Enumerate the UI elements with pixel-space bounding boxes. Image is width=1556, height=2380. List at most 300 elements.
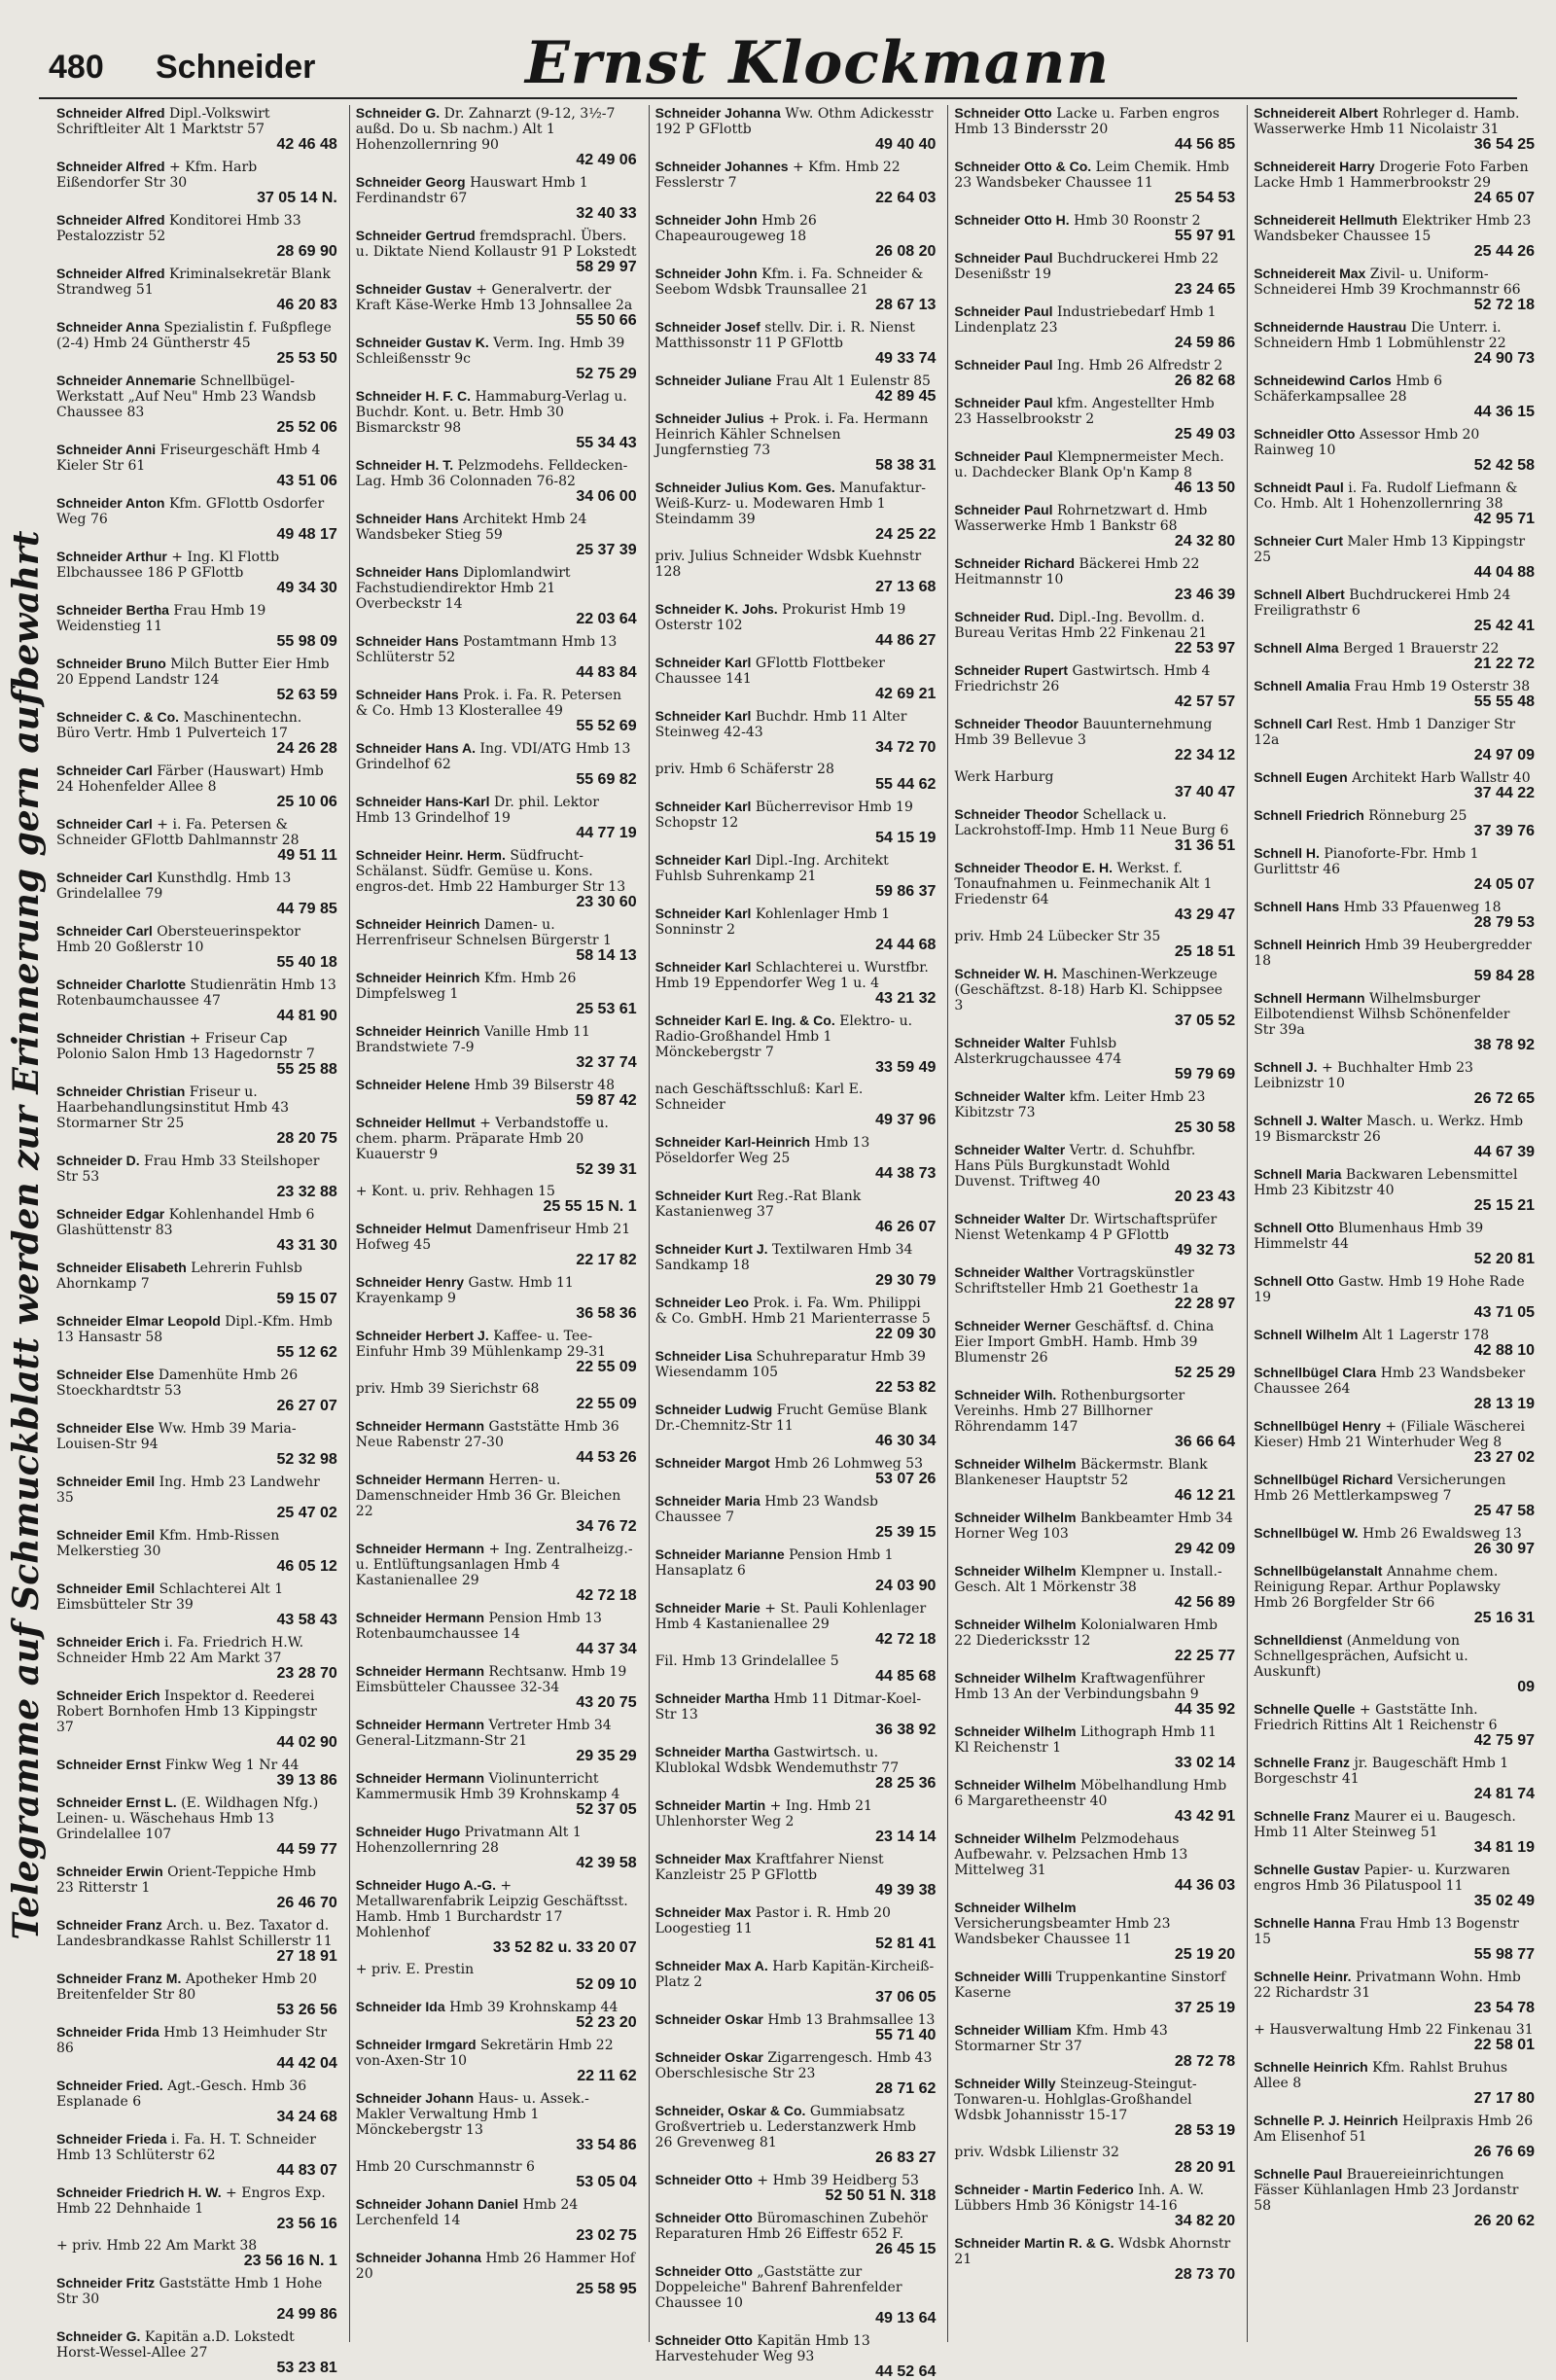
entry-phone: 55 55 48 bbox=[1473, 693, 1535, 710]
entry-phone: 46 13 50 bbox=[1174, 480, 1236, 496]
entry-name: Schneider Theodor E. H. bbox=[954, 860, 1113, 875]
entry-phone: 44 67 39 bbox=[1473, 1144, 1535, 1160]
entry-name: Schnell H. bbox=[1254, 845, 1320, 861]
entry-name: Schneider Elmar Leopold bbox=[56, 1313, 221, 1329]
entry-description: Heilpraxis Hmb 26 Am Elisenhof 51 bbox=[1254, 2114, 1534, 2145]
directory-entry bbox=[954, 769, 1235, 800]
directory-entry bbox=[56, 1864, 337, 1911]
directory-entry bbox=[655, 1188, 937, 1235]
entry-description: Buchdr. Hmb 11 Alter Steinweg 42-43 bbox=[654, 709, 907, 740]
entry-phone: 23 24 65 bbox=[1174, 281, 1236, 298]
entry-phone: 55 12 62 bbox=[276, 1344, 337, 1361]
entry-phone: 46 26 07 bbox=[875, 1219, 937, 1235]
directory-entry bbox=[954, 159, 1235, 206]
entry-phone: 49 39 38 bbox=[875, 1882, 937, 1899]
entry-description: Rohrleger d. Hamb. Wasserwerke Hmb 11 Nicolaistr 31 bbox=[1254, 106, 1520, 137]
directory-entry bbox=[655, 159, 937, 206]
directory-entry bbox=[954, 1723, 1235, 1771]
entry-name: Schneider Wilhelm bbox=[954, 1510, 1077, 1525]
directory-entry bbox=[655, 212, 937, 260]
entry-phone: 52 25 29 bbox=[1174, 1365, 1236, 1381]
entry-description: Arch. u. Bez. Taxator d. Landesbrandkasse Rahlst Schillerstr 11 bbox=[56, 1918, 333, 1949]
entry-name: Schnellbügel W. bbox=[1254, 1525, 1359, 1541]
entry-description: Vanille Hmb 11 Brandstwiete 7-9 bbox=[355, 1024, 590, 1055]
entry-description: stellv. Dir. i. R. Nienst Matthissonstr 11 P GFlottb bbox=[654, 320, 915, 351]
entry-name: Schneider Juliane bbox=[654, 373, 772, 388]
entry-name: Schneier Curt bbox=[1254, 533, 1343, 549]
entry-name: Schneider Paul bbox=[954, 502, 1053, 517]
directory-entry bbox=[356, 1877, 637, 1956]
entry-name: Schnelle Franz bbox=[1254, 1755, 1350, 1770]
entry-name: Schneider Erich bbox=[56, 1687, 160, 1703]
directory-entry bbox=[954, 1616, 1235, 1664]
entry-name: Schneider Karl bbox=[654, 906, 752, 921]
entry-phone: 44 38 73 bbox=[875, 1165, 937, 1182]
entry-description: Spezialistin f. Fußpflege (2-4) Hmb 24 Güntherstr 45 bbox=[56, 320, 332, 351]
entry-name: Schneider Karl bbox=[654, 852, 752, 868]
directory-entry bbox=[954, 357, 1235, 389]
entry-phone: 25 55 15 N. 1 bbox=[543, 1198, 637, 1215]
entry-name: Schneider Carl bbox=[56, 870, 153, 885]
entry-name: Schnell Alma bbox=[1254, 640, 1339, 656]
entry-phone: 44 85 68 bbox=[875, 1668, 937, 1685]
entry-phone: 25 16 31 bbox=[1473, 1610, 1535, 1626]
directory-entry bbox=[356, 970, 637, 1017]
entry-phone: 44 02 90 bbox=[276, 1734, 337, 1751]
entry-description: Gastwirtsch. u. Klublokal Wdsbk Wendemuthstr 77 bbox=[654, 1745, 900, 1776]
directory-entry bbox=[56, 1687, 337, 1751]
directory-entry bbox=[954, 2022, 1235, 2070]
entry-phone: 22 28 97 bbox=[1174, 1296, 1236, 1312]
entry-phone: 42 89 45 bbox=[875, 388, 937, 405]
entry-name: Schneider Martin R. & G. bbox=[954, 2235, 1114, 2251]
directory-entry bbox=[954, 1088, 1235, 1136]
directory-entry bbox=[1254, 990, 1535, 1053]
directory-entry bbox=[356, 1610, 637, 1657]
entry-name: Schneider Otto H. bbox=[954, 212, 1070, 228]
entry-description: Kolonialwaren Hmb 22 Diedericksstr 12 bbox=[954, 1617, 1218, 1649]
entry-name: Schneider Ernst L. bbox=[56, 1794, 177, 1810]
entry-name: Schneider K. Johs. bbox=[654, 601, 778, 617]
entry-phone: 29 42 09 bbox=[1174, 1541, 1236, 1557]
entry-description: Maler Hmb 13 Kippingstr 25 bbox=[1254, 534, 1526, 565]
entry-phone: 24 25 22 bbox=[875, 526, 937, 543]
entry-name: Schneider Anni bbox=[56, 442, 157, 457]
entry-name: Schnell Maria bbox=[1254, 1166, 1342, 1182]
directory-entry bbox=[1254, 586, 1535, 634]
entry-description: Architekt Hmb 24 Wandsbeker Stieg 59 bbox=[355, 512, 587, 543]
entry-name: Schneider Edgar bbox=[56, 1206, 165, 1222]
entry-description: Versicherungen Hmb 26 Mettlerkampsweg 7 bbox=[1254, 1473, 1506, 1504]
entry-phone: 59 15 07 bbox=[276, 1291, 337, 1307]
entry-description: Herren- u. Damenschneider Hmb 36 Gr. Bleichen 22 bbox=[355, 1473, 621, 1519]
entry-name: Schneider Bertha bbox=[56, 602, 169, 618]
directory-entry bbox=[56, 2024, 337, 2072]
entry-description: Hauswart Hmb 1 Ferdinandstr 67 bbox=[355, 175, 588, 206]
entry-description: Pastor i. R. Hmb 20 Loogestieg 11 bbox=[654, 1905, 891, 1936]
entry-description: Frau Hmb 19 Weidenstieg 11 bbox=[56, 603, 266, 634]
entry-name: Schneider Alfred bbox=[56, 266, 165, 281]
directory-entry bbox=[1254, 937, 1535, 984]
directory-entry bbox=[356, 1663, 637, 1711]
entry-phone: 49 40 40 bbox=[875, 136, 937, 153]
entry-phone: 44 77 19 bbox=[576, 825, 637, 841]
entry-phone: 25 37 39 bbox=[576, 542, 637, 558]
directory-entry bbox=[356, 2037, 637, 2084]
entry-description: Versicherungsbeamter Hmb 23 Wandsbeker Chaussee 11 bbox=[954, 1916, 1171, 1947]
entry-name: Schneider W. H. bbox=[954, 966, 1058, 981]
directory-entry bbox=[56, 923, 337, 971]
entry-name: Schneider Leo bbox=[654, 1295, 750, 1310]
entry-phone: 44 59 77 bbox=[276, 1841, 337, 1858]
entry-name: Schneidereit Harry bbox=[1254, 159, 1375, 174]
directory-entry bbox=[1254, 716, 1535, 764]
directory-entry bbox=[954, 1318, 1235, 1381]
column-2 bbox=[349, 105, 641, 2342]
entry-description: Lehrerin Fuhlsb Ahornkamp 7 bbox=[56, 1261, 302, 1292]
entry-phone: 37 39 76 bbox=[1473, 823, 1535, 839]
entry-description: priv. Wdsbk Lilienstr 32 bbox=[954, 2145, 1119, 2160]
entry-description: Papier- u. Kurzwaren engros Hmb 36 Pilatuspool 11 bbox=[1254, 1863, 1510, 1894]
entry-name: Schnelle Hanna bbox=[1254, 1915, 1356, 1931]
entry-name: Schneider Erich bbox=[56, 1634, 160, 1650]
entry-description: Ing. Hmb 26 Alfredstr 2 bbox=[1057, 358, 1223, 373]
entry-name: Schneider Franz bbox=[56, 1917, 162, 1933]
entry-description: Gastw. Hmb 19 Hohe Rade 19 bbox=[1254, 1274, 1525, 1305]
directory-entry bbox=[655, 1851, 937, 1899]
entry-name: Schnelldienst bbox=[1254, 1632, 1343, 1648]
entry-name: Schneider Ernst bbox=[56, 1757, 161, 1772]
directory-entry bbox=[655, 601, 937, 649]
entry-description: Wilhelmsburger Eilbotendienst Wilhsb Schönenfelder Str 39a bbox=[1254, 991, 1510, 1038]
entry-phone: 52 39 31 bbox=[576, 1161, 637, 1178]
entry-name: Schneider Franz M. bbox=[56, 1971, 182, 1986]
directory-entry bbox=[655, 266, 937, 313]
entry-phone: 28 20 91 bbox=[1174, 2159, 1236, 2176]
entry-description: Milch Butter Eier Hmb 20 Eppend Landstr 124 bbox=[56, 657, 330, 688]
entry-description: Backwaren Lebensmittel Hmb 23 Kibitzstr 40 bbox=[1254, 1167, 1518, 1198]
directory-entry bbox=[1254, 1113, 1535, 1160]
entry-name: Schnell Hermann bbox=[1254, 990, 1365, 1006]
entry-description: fremdsprachl. Übers. u. Diktate Niend Kollaustr 91 P Lokstedt bbox=[355, 229, 637, 260]
directory-entry bbox=[655, 480, 937, 543]
column-5 bbox=[1247, 105, 1538, 2342]
entry-phone: 26 30 97 bbox=[1473, 1541, 1535, 1557]
entry-name: Schneider Willi bbox=[954, 1969, 1052, 1984]
entry-name: Schneider Emil bbox=[56, 1581, 156, 1596]
entry-phone: 36 66 64 bbox=[1174, 1434, 1236, 1450]
directory-entry bbox=[356, 1328, 637, 1375]
entry-name: Schneider Frieda bbox=[56, 2131, 167, 2147]
entry-phone: 44 81 90 bbox=[276, 1008, 337, 1024]
entry-description: Kfm. Hmb-Rissen Melkerstieg 30 bbox=[56, 1528, 280, 1559]
directory-entry bbox=[1254, 1472, 1535, 1519]
entry-name: Schneider Karl-Heinrich bbox=[654, 1134, 811, 1150]
entry-name: Schneider Theodor bbox=[954, 716, 1079, 731]
directory-entry bbox=[56, 442, 337, 489]
entry-description: Agt.-Gesch. Hmb 36 Esplanade 6 bbox=[56, 2078, 307, 2110]
entry-name: Schneidereit Max bbox=[1254, 266, 1366, 281]
entry-phone: 43 51 06 bbox=[276, 473, 337, 489]
entry-name: Schnelle Paul bbox=[1254, 2166, 1343, 2182]
entry-phone: 23 30 60 bbox=[576, 894, 637, 910]
entry-description: + priv. E. Prestin bbox=[355, 1962, 475, 1977]
entry-name: Schneider Else bbox=[56, 1367, 155, 1382]
entry-phone: 23 56 16 bbox=[276, 2216, 337, 2232]
entry-name: Schneider Theodor bbox=[954, 806, 1079, 822]
entry-phone: 49 32 73 bbox=[1174, 1242, 1236, 1259]
entry-description: Orient-Teppiche Hmb 23 Ritterstr 1 bbox=[56, 1865, 316, 1896]
entry-description: Dipl.-Ing. Bevollm. d. Bureau Veritas Hmb 22 Finkenau 21 bbox=[954, 610, 1208, 641]
entry-name: Schneidewind Carlos bbox=[1254, 373, 1392, 388]
entry-description: Ing. Hmb 23 Landwehr 35 bbox=[56, 1474, 320, 1506]
entry-name: Schneider Otto bbox=[654, 2210, 753, 2225]
entry-name: Schnell Heinrich bbox=[1254, 937, 1361, 952]
entry-name: Schneider Hans bbox=[355, 564, 459, 580]
entry-name: Schneider Paul bbox=[954, 357, 1053, 373]
entry-phone: 59 86 37 bbox=[875, 883, 937, 900]
entry-name: Schneider Wilhelm bbox=[954, 1830, 1077, 1846]
entry-description: GFlottb Flottbeker Chaussee 141 bbox=[654, 656, 885, 687]
entry-name: Schneider Charlotte bbox=[56, 977, 187, 992]
entry-phone: 33 02 14 bbox=[1174, 1755, 1236, 1771]
entry-description: Apotheker Hmb 20 Breitenfelder Str 80 bbox=[56, 1971, 317, 2003]
directory-entry bbox=[56, 870, 337, 917]
entry-name: Schneider Werner bbox=[954, 1318, 1071, 1333]
entry-name: Schneider Martin bbox=[654, 1797, 766, 1813]
entry-phone: 22 17 82 bbox=[576, 1252, 637, 1268]
entry-description: + Prok. i. Fa. Hermann Heinrich Kähler Schnelsen Jungfernstieg 73 bbox=[654, 411, 929, 458]
entry-description: Pension Hmb 13 Rotenbaumchaussee 14 bbox=[355, 1611, 602, 1642]
entry-name: Schneider Fritz bbox=[56, 2275, 156, 2291]
directory-entry bbox=[56, 763, 337, 810]
entry-description: i. Fa. Rudolf Liefmann & Co. Hmb. Alt 1 Hohenzollernring 38 bbox=[1254, 480, 1518, 512]
directory-entry bbox=[56, 2328, 337, 2376]
entry-phone: 42 46 48 bbox=[276, 136, 337, 153]
page-header bbox=[39, 29, 1517, 99]
directory-entry bbox=[954, 502, 1235, 550]
entry-description: Kfm. Rahlst Bruhus Allee 8 bbox=[1254, 2060, 1508, 2091]
entry-description: Klempnermeister Mech. u. Dachdecker Blank Op'n Kamp 8 bbox=[954, 449, 1224, 480]
directory-entry bbox=[356, 740, 637, 788]
entry-name: Schneider G. bbox=[56, 2328, 141, 2344]
entry-description: Schlachterei Alt 1 Eimsbütteler Str 39 bbox=[56, 1581, 284, 1613]
directory-entry bbox=[954, 860, 1235, 923]
entry-phone: 22 25 77 bbox=[1174, 1648, 1236, 1664]
entry-name: Schneider D. bbox=[56, 1153, 140, 1168]
directory-entry bbox=[56, 2078, 337, 2125]
directory-entry bbox=[655, 799, 937, 846]
entry-phone: 28 67 13 bbox=[875, 297, 937, 313]
directory-entry bbox=[954, 1563, 1235, 1611]
directory-entry bbox=[56, 1260, 337, 1307]
directory-entry bbox=[655, 852, 937, 900]
entry-description: Südfrucht-Schälanst. Südfr. Gemüse u. Kons. engros-det. Hmb 22 Hamburger Str 13 bbox=[355, 848, 626, 895]
entry-phone: 55 25 88 bbox=[276, 1061, 337, 1078]
entry-phone: 22 53 97 bbox=[1174, 640, 1236, 657]
entry-phone: 44 56 85 bbox=[1174, 136, 1236, 153]
directory-entry bbox=[356, 633, 637, 681]
directory-entry bbox=[56, 1367, 337, 1414]
directory-entry bbox=[56, 373, 337, 436]
entry-name: Schneider Friedrich H. W. bbox=[56, 2185, 222, 2200]
entry-name: Schneider Karl E. Ing. & Co. bbox=[654, 1012, 835, 1028]
directory-entry bbox=[356, 1717, 637, 1764]
entry-name: Schnell Albert bbox=[1254, 586, 1345, 602]
entry-description: Friseurgeschäft Hmb 4 Kieler Str 61 bbox=[56, 443, 321, 474]
directory-entry bbox=[655, 549, 937, 595]
entry-description: Bäckermstr. Blank Blankeneser Hauptstr 52 bbox=[954, 1457, 1208, 1488]
directory-entry bbox=[356, 281, 637, 329]
column-3 bbox=[649, 105, 940, 2380]
entry-name: Schneider Hermann bbox=[355, 1770, 485, 1786]
directory-entry bbox=[1254, 1862, 1535, 1909]
entry-phone: 42 69 21 bbox=[875, 686, 937, 702]
entry-phone: 58 29 97 bbox=[576, 259, 637, 275]
entry-description: priv. Julius Schneider Wdsbk Kuehnstr 128 bbox=[654, 549, 922, 580]
entry-phone: 27 18 91 bbox=[276, 1948, 337, 1965]
entry-description: Rest. Hmb 1 Danziger Str 12a bbox=[1254, 717, 1516, 748]
entry-phone: 23 14 14 bbox=[875, 1829, 937, 1845]
directory-entry bbox=[56, 2131, 337, 2179]
directory-entry bbox=[954, 609, 1235, 657]
directory-entry bbox=[655, 2210, 937, 2257]
entry-phone: 28 69 90 bbox=[276, 243, 337, 260]
entry-name: Schneider Carl bbox=[56, 763, 153, 778]
entry-description: Studienrätin Hmb 13 Rotenbaumchaussee 47 bbox=[56, 977, 336, 1009]
entry-phone: 25 53 61 bbox=[576, 1001, 637, 1017]
entry-phone: 24 90 73 bbox=[1473, 350, 1535, 367]
entry-phone: 34 76 72 bbox=[576, 1518, 637, 1535]
directory-entry bbox=[954, 1969, 1235, 2016]
entry-phone: 42 75 97 bbox=[1473, 1732, 1535, 1749]
entry-name: Schneider Marianne bbox=[654, 1546, 785, 1562]
directory-entry bbox=[56, 1527, 337, 1575]
directory-entry bbox=[655, 1082, 937, 1128]
entry-name: Schneider Walther bbox=[954, 1264, 1074, 1280]
entry-phone: 25 47 02 bbox=[276, 1505, 337, 1521]
directory-entry bbox=[1254, 1808, 1535, 1856]
entry-name: Schnellbügel Richard bbox=[1254, 1472, 1394, 1487]
directory-entry bbox=[356, 511, 637, 558]
entry-name: Schneider Wilhelm bbox=[954, 1723, 1077, 1739]
entry-name: Schneider Walter bbox=[954, 1211, 1066, 1226]
entry-phone: 31 36 51 bbox=[1174, 837, 1236, 854]
directory-entry bbox=[954, 1456, 1235, 1504]
entry-description: Vertr. d. Schuhfbr. Hans Püls Burgkunstadt Wohld Duvenst. Triftweg 40 bbox=[954, 1143, 1196, 1190]
entry-phone: 24 26 28 bbox=[276, 740, 337, 757]
entry-description: Lacke u. Farben engros Hmb 13 Bindersstr 20 bbox=[954, 106, 1220, 137]
entry-phone: 49 51 11 bbox=[277, 847, 337, 864]
entry-name: Schneider Heinr. Herm. bbox=[355, 847, 506, 863]
entry-phone: 24 05 07 bbox=[1473, 876, 1535, 893]
entry-phone: 54 15 19 bbox=[875, 830, 937, 846]
entry-phone: 34 72 70 bbox=[875, 739, 937, 756]
entry-name: Schneider Paul bbox=[954, 303, 1053, 319]
entry-name: Schneider Georg bbox=[355, 174, 466, 190]
entry-description: Hmb 39 Krohnskamp 44 bbox=[449, 2000, 619, 2015]
directory-entry bbox=[1254, 2059, 1535, 2107]
entry-phone: 49 37 96 bbox=[875, 1112, 937, 1128]
entry-name: Schneider Oskar bbox=[654, 2049, 763, 2065]
directory-entry bbox=[1254, 2022, 1535, 2053]
entry-description: Hmb 26 Hammer Hof 20 bbox=[355, 2251, 635, 2282]
entry-description: Dr. Zahnarzt (9-12, 3½-7 außd. Do u. Sb nachm.) Alt 1 Hohenzollernring 90 bbox=[355, 106, 616, 153]
entry-phone: 24 44 68 bbox=[875, 937, 937, 953]
entry-phone: 43 31 30 bbox=[276, 1237, 337, 1254]
directory-entry bbox=[1254, 1365, 1535, 1412]
entry-name: Schnell Hans bbox=[1254, 899, 1340, 914]
entry-description: priv. Hmb 39 Sierichstr 68 bbox=[355, 1381, 540, 1397]
directory-entry bbox=[56, 2238, 337, 2269]
vertical-banner: Telegramme auf Schmuckblatt werden zur Erinnerung gern aufbewahrt bbox=[6, 530, 47, 1940]
directory-entry bbox=[655, 2332, 937, 2380]
entry-phone: 44 86 27 bbox=[875, 632, 937, 649]
entry-phone: 22 55 09 bbox=[576, 1396, 637, 1412]
entry-phone: 37 44 22 bbox=[1473, 785, 1535, 801]
entry-phone: 52 42 58 bbox=[1473, 457, 1535, 474]
entry-phone: 25 42 41 bbox=[1473, 618, 1535, 634]
entry-description: Maschinen-Werkzeuge (Geschäftzst. 8-18) Harb Kl. Schippsee 3 bbox=[954, 967, 1223, 1013]
entry-phone: 49 13 64 bbox=[875, 2310, 937, 2327]
entry-description: Maurer ei u. Baugesch. Hmb 11 Alter Steinweg 51 bbox=[1254, 1809, 1516, 1840]
entry-name: Schneider Max bbox=[654, 1851, 752, 1866]
entry-name: Schnelle Heinr. bbox=[1254, 1969, 1352, 1984]
entry-phone: 25 10 06 bbox=[276, 794, 337, 810]
directory-entry bbox=[56, 1313, 337, 1361]
page-number: 480 bbox=[49, 49, 104, 86]
entry-description: priv. Hmb 6 Schäferstr 28 bbox=[654, 762, 834, 777]
directory-entry bbox=[1254, 1166, 1535, 1214]
entry-description: Kunsthdlg. Hmb 13 Grindelallee 79 bbox=[56, 870, 292, 902]
directory-entry bbox=[1254, 480, 1535, 527]
directory-entry bbox=[655, 1797, 937, 1845]
entry-phone: 28 20 75 bbox=[276, 1130, 337, 1147]
directory-entry bbox=[356, 1541, 637, 1604]
entry-description: + Engros Exp. Hmb 22 Dehnhaide 1 bbox=[56, 2185, 326, 2217]
entry-description: Färber (Hauswart) Hmb 24 Hohenfelder Allee 8 bbox=[56, 764, 324, 795]
entry-phone: 21 22 72 bbox=[1473, 656, 1535, 672]
entry-name: Schneider G. bbox=[355, 105, 441, 121]
entry-phone: 25 19 20 bbox=[1174, 1946, 1236, 1963]
entry-description: Dipl.-Volkswirt Schriftleiter Alt 1 Marktstr 57 bbox=[56, 106, 270, 137]
directory-entry bbox=[1254, 105, 1535, 153]
entry-name: Schneider Johann bbox=[355, 2090, 475, 2106]
entry-description: Hmb 13 Pöseldorfer Weg 25 bbox=[654, 1135, 870, 1166]
entry-name: Schneidernde Haustrau bbox=[1254, 319, 1407, 335]
entry-description: Leim Chemik. Hmb 23 Wandsbeker Chaussee 11 bbox=[954, 160, 1230, 191]
entry-description: Kfm. Hmb 43 Stormarner Str 37 bbox=[954, 2023, 1168, 2054]
entry-name: Schneider Richard bbox=[954, 555, 1076, 571]
entry-name: Schnell J. bbox=[1254, 1059, 1318, 1075]
entry-name: Schneider, Oskar & Co. bbox=[654, 2103, 806, 2118]
entry-name: Schneider Paul bbox=[954, 395, 1053, 410]
entry-description: Kriminalsekretär Blank Strandweg 51 bbox=[56, 266, 331, 298]
entry-name: Schnelle Heinrich bbox=[1254, 2059, 1368, 2075]
entry-phone: 24 99 86 bbox=[276, 2306, 337, 2323]
entry-phone: 44 37 34 bbox=[576, 1641, 637, 1657]
directory-entry bbox=[655, 1493, 937, 1541]
directory-entry bbox=[954, 2182, 1235, 2229]
directory-entry bbox=[954, 1264, 1235, 1312]
entry-phone: 28 53 19 bbox=[1174, 2122, 1236, 2139]
entry-phone: 49 34 30 bbox=[276, 580, 337, 596]
directory-entry bbox=[954, 929, 1235, 960]
entry-description: Gastw. Hmb 11 Krayenkamp 9 bbox=[355, 1275, 574, 1306]
entry-name: Schneider Kurt J. bbox=[654, 1241, 768, 1257]
entry-description: Konditorei Hmb 33 Pestalozzistr 52 bbox=[56, 213, 301, 244]
entry-phone: 44 83 84 bbox=[576, 664, 637, 681]
